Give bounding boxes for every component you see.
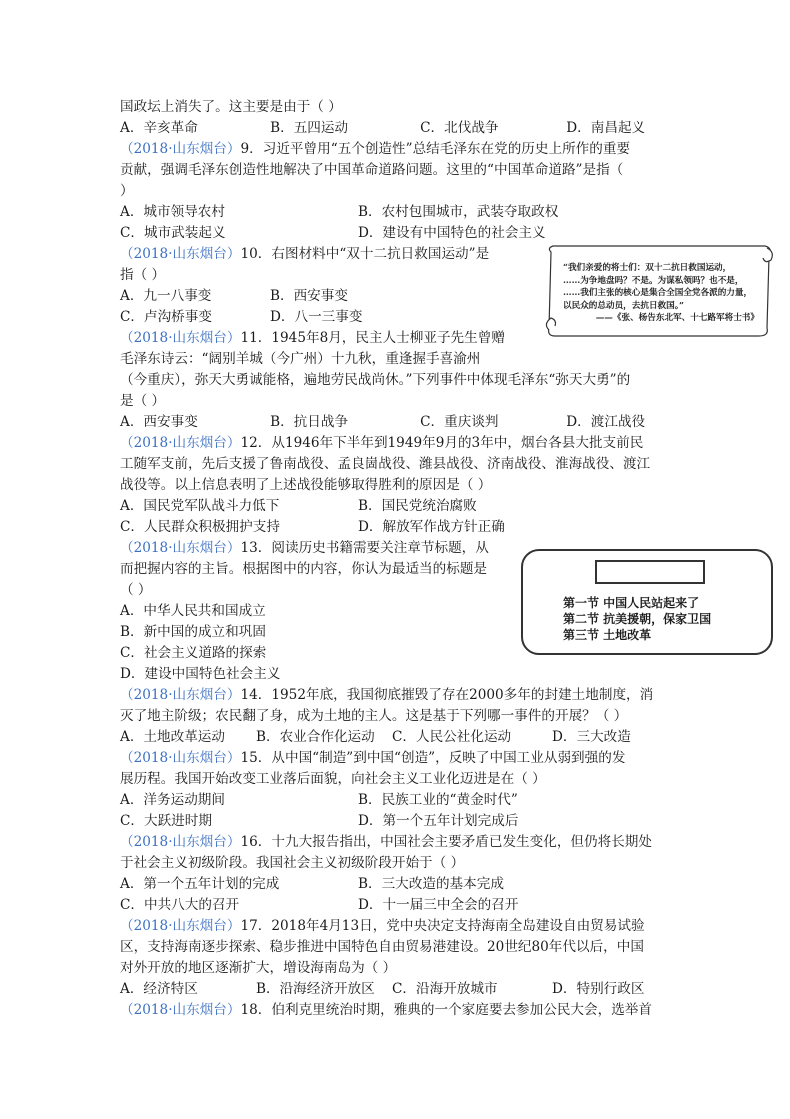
question-source: （2018·山东烟台） bbox=[120, 435, 241, 451]
question-text: 18．伯利克里统治时期，雅典的一个家庭要去参加公民大会，选举首 bbox=[240, 1002, 652, 1018]
question-source: （2018·山东烟台） bbox=[120, 1002, 241, 1018]
question-text: D．建设中国特色社会主义 bbox=[120, 666, 281, 682]
question-text: （今重庆），弥天大勇诚能格，遍地劳民战尚休。”下列事件中体现毛泽东“弥天大勇”的 bbox=[120, 372, 631, 388]
answer-option: A．经济特区 bbox=[120, 981, 198, 997]
scroll-line: “我们亲爱的将士们：双十二抗日救国运动， bbox=[563, 263, 732, 273]
question-line bbox=[120, 559, 510, 580]
answer-option: B．西安事变 bbox=[270, 288, 348, 304]
answer-option: A．九一八事变 bbox=[120, 288, 212, 304]
question-text: 区，支持海南逐步探索、稳步推进中国特色自由贸易港建设。20世纪80年代以后，中国 bbox=[120, 939, 644, 955]
question-source: （2018·山东烟台） bbox=[120, 687, 241, 703]
question-text: 9．习近平曾用“五个创造性”总结毛泽东在党的历史上所作的重要 bbox=[240, 141, 631, 157]
question-line bbox=[120, 370, 665, 391]
answer-option: A．土地改革运动 bbox=[120, 729, 225, 745]
answer-option: D．八一三事变 bbox=[270, 309, 363, 325]
question-text: 贡献，强调毛泽东创造性地解决了中国革命道路问题。这里的“中国革命道路”是指（ bbox=[120, 162, 624, 178]
question-text: 是（ ） bbox=[120, 393, 166, 409]
blank-title-box bbox=[595, 560, 705, 584]
answer-option: A．洋务运动期间 bbox=[120, 792, 225, 808]
question-text: 国政坛上消失了。这主要是由于（ ） bbox=[120, 99, 342, 115]
question-line bbox=[120, 160, 665, 181]
answer-option: D．建设有中国特色的社会主义 bbox=[358, 225, 546, 241]
question-text: A．中华人民共和国成立 bbox=[120, 603, 266, 619]
answer-option: C．北伐战争 bbox=[420, 120, 499, 136]
question-source: （2018·山东烟台） bbox=[120, 540, 241, 556]
question-text: 10．右图材料中“双十二抗日救国运动”是 bbox=[240, 246, 490, 262]
question-source: （2018·山东烟台） bbox=[120, 330, 241, 346]
answer-option: D．南昌起义 bbox=[566, 120, 646, 136]
answer-options-row bbox=[120, 790, 665, 811]
question-line bbox=[120, 475, 665, 496]
question-line bbox=[120, 853, 665, 874]
question-text: 灭了地主阶级；农民翻了身，成为土地的主人。这是基于下列哪一事件的开展？（ ） bbox=[120, 708, 628, 724]
answer-option: A．西安事变 bbox=[120, 414, 198, 430]
question-text: （ ） bbox=[120, 582, 152, 598]
scroll-line: ……为争地盘吗？不是。为谋私领吗？也不是， bbox=[563, 275, 744, 286]
question-text: 而把握内容的主旨。根据图中的内容，你认为最适当的标题是 bbox=[120, 561, 488, 577]
answer-options-row bbox=[120, 118, 665, 139]
chapter-outline-figure bbox=[521, 549, 773, 655]
question-line bbox=[120, 958, 665, 979]
question-text: ） bbox=[120, 183, 134, 199]
question-text: 工随军支前，先后支援了鲁南战役、孟良崮战役、潍县战役、济南战役、淮海战役、渡江 bbox=[120, 456, 651, 472]
answer-option: C．城市武装起义 bbox=[120, 225, 226, 241]
answer-option: C．大跃进时期 bbox=[120, 813, 212, 829]
answer-option: B．三大改造的基本完成 bbox=[358, 876, 504, 892]
answer-option: D．特别行政区 bbox=[552, 981, 645, 997]
answer-option: A．城市领导农村 bbox=[120, 204, 225, 220]
answer-option: C．中共八大的召开 bbox=[120, 897, 240, 913]
section-1: 第一节 中国人民站起来了 bbox=[563, 596, 700, 610]
answer-options-row bbox=[120, 874, 665, 895]
answer-options-row bbox=[120, 286, 510, 307]
answer-option: D．解放军作战方针正确 bbox=[358, 519, 505, 535]
answer-option: C．卢沟桥事变 bbox=[120, 309, 212, 325]
question-line bbox=[120, 664, 665, 685]
scroll-line: ……我们主张的核心是集合全国全党各派的力量， bbox=[563, 288, 753, 299]
answer-option: C．沿海开放城市 bbox=[392, 981, 498, 997]
answer-options-row bbox=[120, 496, 665, 517]
answer-options-row bbox=[120, 223, 665, 244]
answer-options-row bbox=[120, 307, 510, 328]
question-line bbox=[120, 706, 665, 727]
question-text: 于社会主义初级阶段。我国社会主义初级阶段开始于（ ） bbox=[120, 855, 465, 871]
answer-options-row bbox=[120, 202, 665, 223]
question-text: 17．2018年4月13日，党中央决定支持海南全岛建设自由贸易试验 bbox=[240, 918, 645, 934]
scroll-material-figure bbox=[543, 244, 775, 340]
question-text: C．社会主义道路的探索 bbox=[120, 645, 267, 661]
answer-option: B．民族工业的“黄金时代” bbox=[358, 792, 518, 808]
answer-option: B．五四运动 bbox=[270, 120, 349, 136]
answer-option: B．抗日战争 bbox=[270, 414, 349, 430]
question-source: （2018·山东烟台） bbox=[120, 141, 241, 157]
answer-option: C．重庆谈判 bbox=[420, 414, 499, 430]
question-line bbox=[120, 433, 665, 454]
question-line bbox=[120, 328, 510, 349]
question-source: （2018·山东烟台） bbox=[120, 834, 241, 850]
answer-options-row bbox=[120, 727, 665, 748]
question-line bbox=[120, 832, 665, 853]
question-text: 14．1952年底，我国彻底摧毁了存在2000多年的封建土地制度，消 bbox=[240, 687, 654, 703]
answer-option: D．渡江战役 bbox=[566, 414, 646, 430]
question-line bbox=[120, 265, 510, 286]
question-line bbox=[120, 685, 665, 706]
scroll-citation: ——《张、杨告东北军、十七路军将士书》 bbox=[595, 313, 759, 324]
question-line bbox=[120, 937, 665, 958]
question-line bbox=[120, 244, 510, 265]
question-line bbox=[120, 916, 665, 937]
answer-option: A．国民党军队战斗力低下 bbox=[120, 498, 280, 514]
answer-option: A．第一个五年计划的完成 bbox=[120, 876, 280, 892]
question-text: 指（ ） bbox=[120, 267, 166, 283]
question-text: 11．1945年8月，民主人士柳亚子先生曾赠 bbox=[240, 330, 505, 346]
answer-options-row bbox=[120, 895, 665, 916]
question-line bbox=[120, 1000, 665, 1021]
question-source: （2018·山东烟台） bbox=[120, 246, 241, 262]
question-line bbox=[120, 538, 510, 559]
question-text: 展历程。我国开始改变工业落后面貌，向社会主义工业化迈进是在（ ） bbox=[120, 771, 546, 787]
answer-options-row bbox=[120, 412, 665, 433]
question-text: 12．从1946年下半年到1949年9月的3年中，烟台各县大批支前民 bbox=[240, 435, 644, 451]
answer-option: D．十一届三中全会的召开 bbox=[358, 897, 519, 913]
section-2: 第二节 抗美援朝，保家卫国 bbox=[563, 612, 712, 626]
question-text: 对外开放的地区逐渐扩大，增设海南岛为（ ） bbox=[120, 960, 397, 976]
question-text: 战役等。以上信息表明了上述战役能够取得胜利的原因是（ ） bbox=[120, 477, 492, 493]
answer-option: A．辛亥革命 bbox=[120, 120, 198, 136]
answer-options-row bbox=[120, 979, 665, 1000]
answer-option: D．三大改造 bbox=[552, 729, 631, 745]
answer-options-row bbox=[120, 811, 665, 832]
question-text: 16．十九大报告指出，中国社会主要矛盾已发生变化，但仍将长期处 bbox=[240, 834, 652, 850]
question-line bbox=[120, 769, 665, 790]
question-text: 毛泽东诗云：“阔别羊城（今广州）十九秋，重逢握手喜渝州 bbox=[120, 351, 481, 367]
question-line bbox=[120, 181, 665, 202]
question-source: （2018·山东烟台） bbox=[120, 750, 241, 766]
section-3: 第三节 土地改革 bbox=[563, 628, 652, 642]
answer-option: B．农村包围城市，武装夺取政权 bbox=[358, 204, 559, 220]
answer-option: C．人民群众积极拥护支持 bbox=[120, 519, 280, 535]
question-line bbox=[120, 391, 665, 412]
question-line bbox=[120, 454, 665, 475]
answer-option: B．农业合作化运动 bbox=[256, 729, 375, 745]
question-line bbox=[120, 97, 665, 118]
question-line bbox=[120, 349, 665, 370]
answer-option: B．国民党统治腐败 bbox=[358, 498, 477, 514]
scroll-line: 以民众的总动员，去抗日救国。” bbox=[563, 300, 684, 311]
answer-option: D．第一个五年计划完成后 bbox=[358, 813, 519, 829]
question-text: 13．阅读历史书籍需要关注章节标题，从 bbox=[240, 540, 489, 556]
question-text: B．新中国的成立和巩固 bbox=[120, 624, 266, 640]
answer-option: C．人民公社化运动 bbox=[392, 729, 512, 745]
question-line bbox=[120, 748, 665, 769]
question-line bbox=[120, 139, 665, 160]
answer-option: B．沿海经济开放区 bbox=[256, 981, 375, 997]
question-source: （2018·山东烟台） bbox=[120, 918, 241, 934]
question-text: 15．从中国“制造”到中国“创造”，反映了中国工业从弱到强的发 bbox=[240, 750, 626, 766]
answer-options-row bbox=[120, 517, 665, 538]
